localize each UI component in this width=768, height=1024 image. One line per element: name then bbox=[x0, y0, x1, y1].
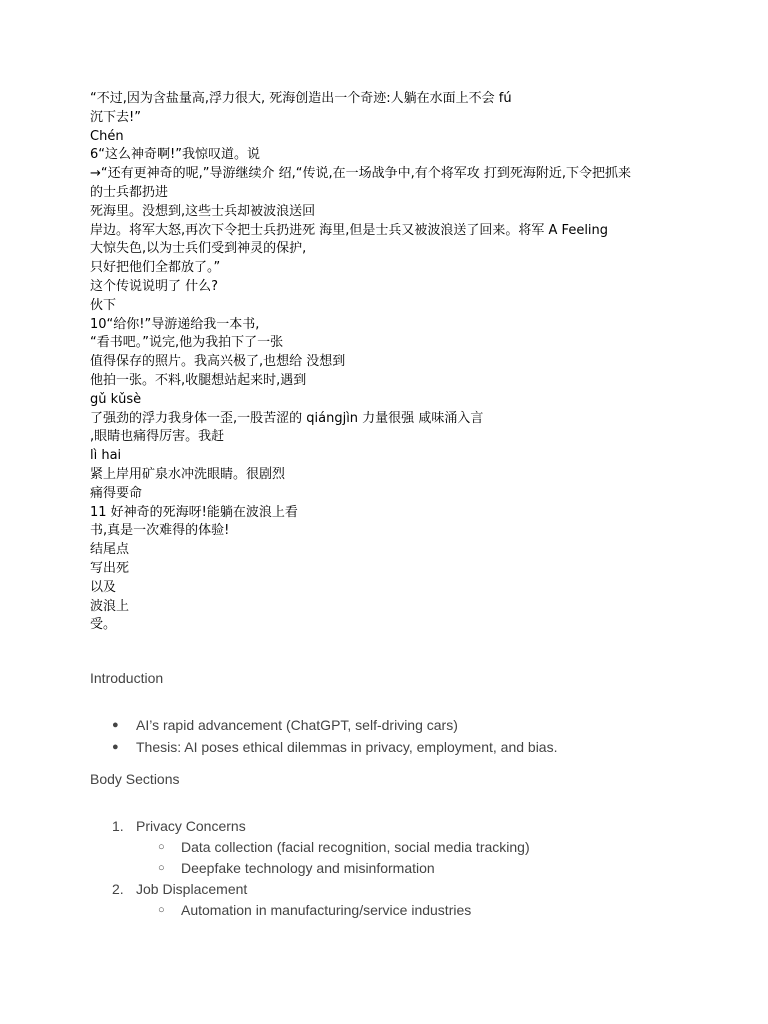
text-line: 沉下去!” bbox=[90, 109, 141, 125]
text-line: 波浪上 bbox=[90, 598, 130, 614]
list-item: ● Thesis: AI poses ethical dilemmas in privacy, employment, and bias. bbox=[90, 736, 557, 758]
text-line: “看书吧。”说完,他为我拍下了一张 bbox=[90, 335, 284, 351]
body-sections-list bbox=[90, 816, 530, 921]
list-item: ○ Automation in manufacturing/service industries bbox=[136, 900, 530, 921]
text-line: 10“给你!”导游递给我一本书, bbox=[90, 316, 260, 332]
introduction-bullet-list bbox=[90, 714, 557, 758]
text-line: 结尾点 bbox=[90, 542, 130, 558]
list-item: ○ Data collection (facial recognition, social media tracking) bbox=[136, 837, 530, 858]
section-item-privacy bbox=[90, 816, 530, 879]
text-line: 了强劲的浮力我身体一歪,一股苦涩的 qiángjìn 力量很强 咸味涌入言 bbox=[90, 410, 484, 426]
sub-list bbox=[136, 900, 530, 921]
text-line: →“还有更神奇的呢,”导游继续介 绍,“传说,在一场战争中,有个将军攻 打到死海附近,下令把抓来 bbox=[90, 166, 632, 182]
section-number: 1. bbox=[112, 818, 124, 834]
text-line: 6“这么神奇啊!”我惊叹道。说 bbox=[90, 147, 260, 163]
chinese-text-block bbox=[90, 90, 730, 635]
text-line: 以及 bbox=[90, 579, 117, 595]
list-item: ● AI’s rapid advancement (ChatGPT, self-driving cars) bbox=[90, 714, 557, 736]
sub-list bbox=[136, 837, 530, 879]
text-line: 大惊失色,以为士兵们受到神灵的保护, bbox=[90, 241, 307, 257]
section-item-job-displacement bbox=[90, 879, 530, 921]
text-line: 痛得要命 bbox=[90, 485, 143, 501]
section-number: 2. bbox=[112, 881, 124, 897]
text-line: 书,真是一次难得的体验! bbox=[90, 523, 230, 539]
text-line: 紧上岸用矿泉水冲洗眼睛。很剧烈 bbox=[90, 466, 286, 482]
section-title: Job Displacement bbox=[136, 881, 248, 897]
text-line: 值得保存的照片。我高兴极了,也想给 没想到 bbox=[90, 354, 346, 370]
text-line: 受。 bbox=[90, 617, 117, 633]
text-line: gǔ kǔsè bbox=[90, 391, 142, 407]
introduction-heading: Introduction bbox=[90, 670, 164, 686]
text-line: 写出死 bbox=[90, 560, 130, 576]
text-line: Chén bbox=[90, 128, 124, 144]
section-title: Privacy Concerns bbox=[136, 818, 246, 834]
body-sections-heading: Body Sections bbox=[90, 771, 180, 787]
text-line: 这个传说说明了 什么? bbox=[90, 278, 219, 294]
list-item: ○ Deepfake technology and misinformation bbox=[136, 858, 530, 879]
text-line: 死海里。没想到,这些士兵却被波浪送回 bbox=[90, 203, 316, 219]
text-line: 11 好神奇的死海呀!能躺在波浪上看 bbox=[90, 504, 298, 520]
text-line: 的士兵都扔进 bbox=[90, 184, 169, 200]
text-line: “不过,因为含盐量高,浮力很大, 死海创造出一个奇迹:人躺在水面上不会 fú bbox=[90, 91, 512, 106]
text-line: 他拍一张。不料,收腿想站起来时,遇到 bbox=[90, 372, 307, 388]
text-line: ,眼睛也痛得厉害。我赶 bbox=[90, 429, 225, 445]
text-line: 只好把他们全都放了。” bbox=[90, 260, 221, 276]
text-line: 伙下 bbox=[90, 297, 117, 313]
text-line: lì hai bbox=[90, 448, 122, 464]
text-line: 岸边。将军大怒,再次下令把士兵扔进死 海里,但是士兵又被波浪送了回来。将军 A Feeling bbox=[90, 222, 609, 238]
